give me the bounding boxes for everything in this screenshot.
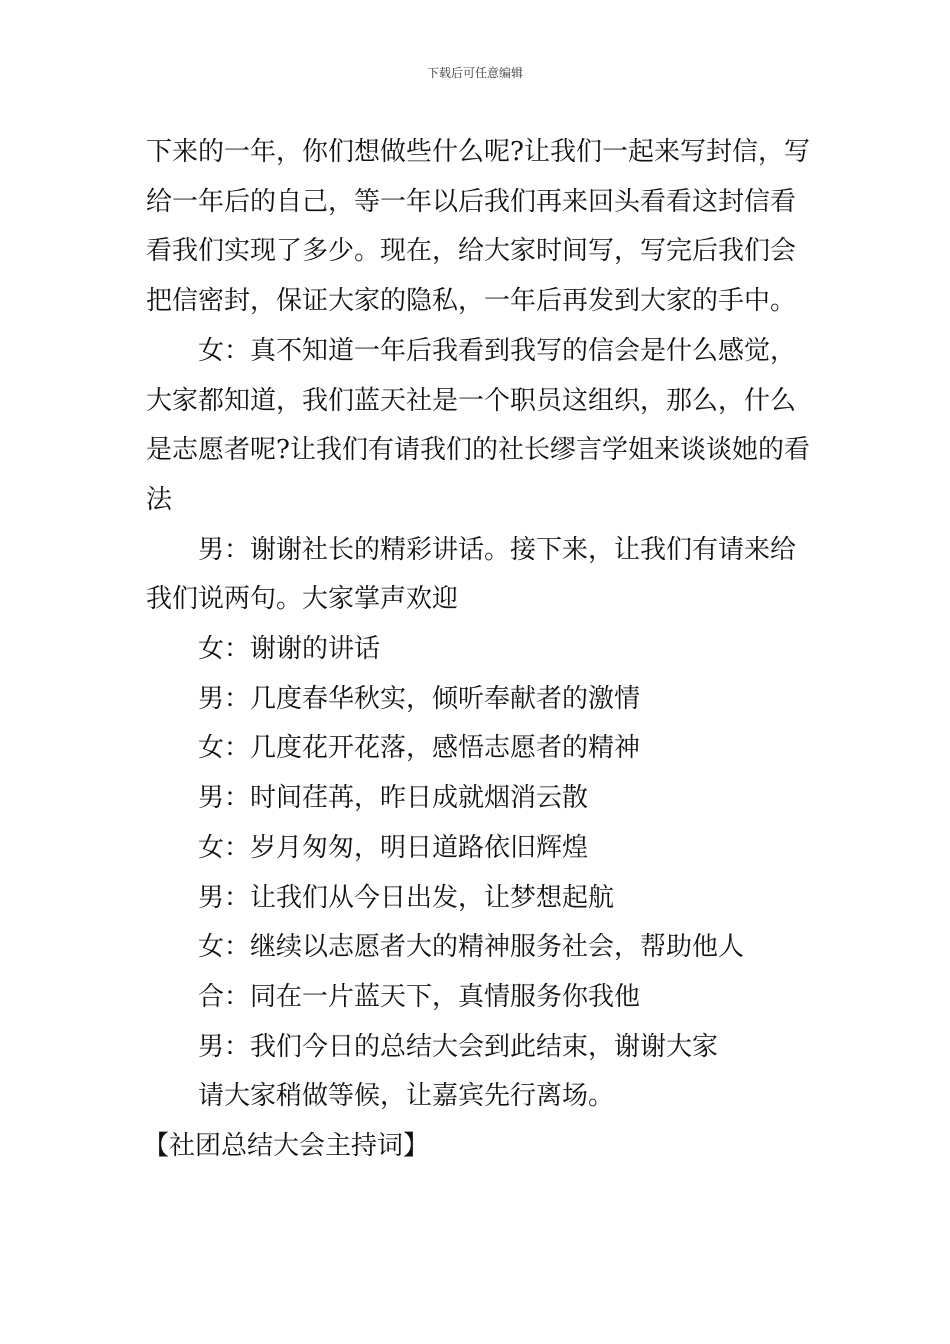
paragraph-female-volunteer: 女：真不知道一年后我看到我写的信会是什么感觉，大家都知道，我们蓝天社是一个职员这组织，那么，什么是志愿者呢?让我们有请我们的社长缪言学姐来谈谈她的看法	[146, 335, 810, 515]
dialogue-line: 女：岁月匆匆，明日道路依旧辉煌	[198, 832, 589, 863]
closing-line: 请大家稍做等候，让嘉宾先行离场。	[198, 1081, 615, 1112]
dialogue-line: 男：时间荏苒，昨日成就烟消云散	[198, 783, 589, 814]
dialogue-line: 男：几度春华秋实，倾听奉献者的激情	[198, 683, 641, 714]
document-body	[143, 128, 810, 1172]
dialogue-line: 男：让我们从今日出发，让梦想起航	[198, 882, 615, 913]
section-title: 【社团总结大会主持词】	[143, 1131, 430, 1162]
page-header: 下载后可任意编辑	[426, 66, 523, 80]
dialogue-line: 男：我们今日的总结大会到此结束，谢谢大家	[198, 1031, 719, 1062]
paragraph-letter-plan: 下来的一年，你们想做些什么呢?让我们一起来写封信，写给一年后的自己，等一年以后我们再来回头看看这封信看看我们实现了多少。现在，给大家时间写，写完后我们会把信密封，保证大家的隐私，一年后再发到大家的手中。	[146, 137, 810, 317]
dialogue-line: 女：几度花开花落，感悟志愿者的精神	[198, 733, 641, 764]
dialogue-line: 合：同在一片蓝天下，真情服务你我他	[198, 981, 641, 1012]
dialogue-line: 女：继续以志愿者大的精神服务社会，帮助他人	[198, 932, 745, 963]
paragraph-male-thanks: 男：谢谢社长的精彩讲话。接下来，让我们有请来给我们说两句。大家掌声欢迎	[146, 534, 797, 615]
dialogue-line: 女：谢谢的讲话	[198, 634, 381, 665]
